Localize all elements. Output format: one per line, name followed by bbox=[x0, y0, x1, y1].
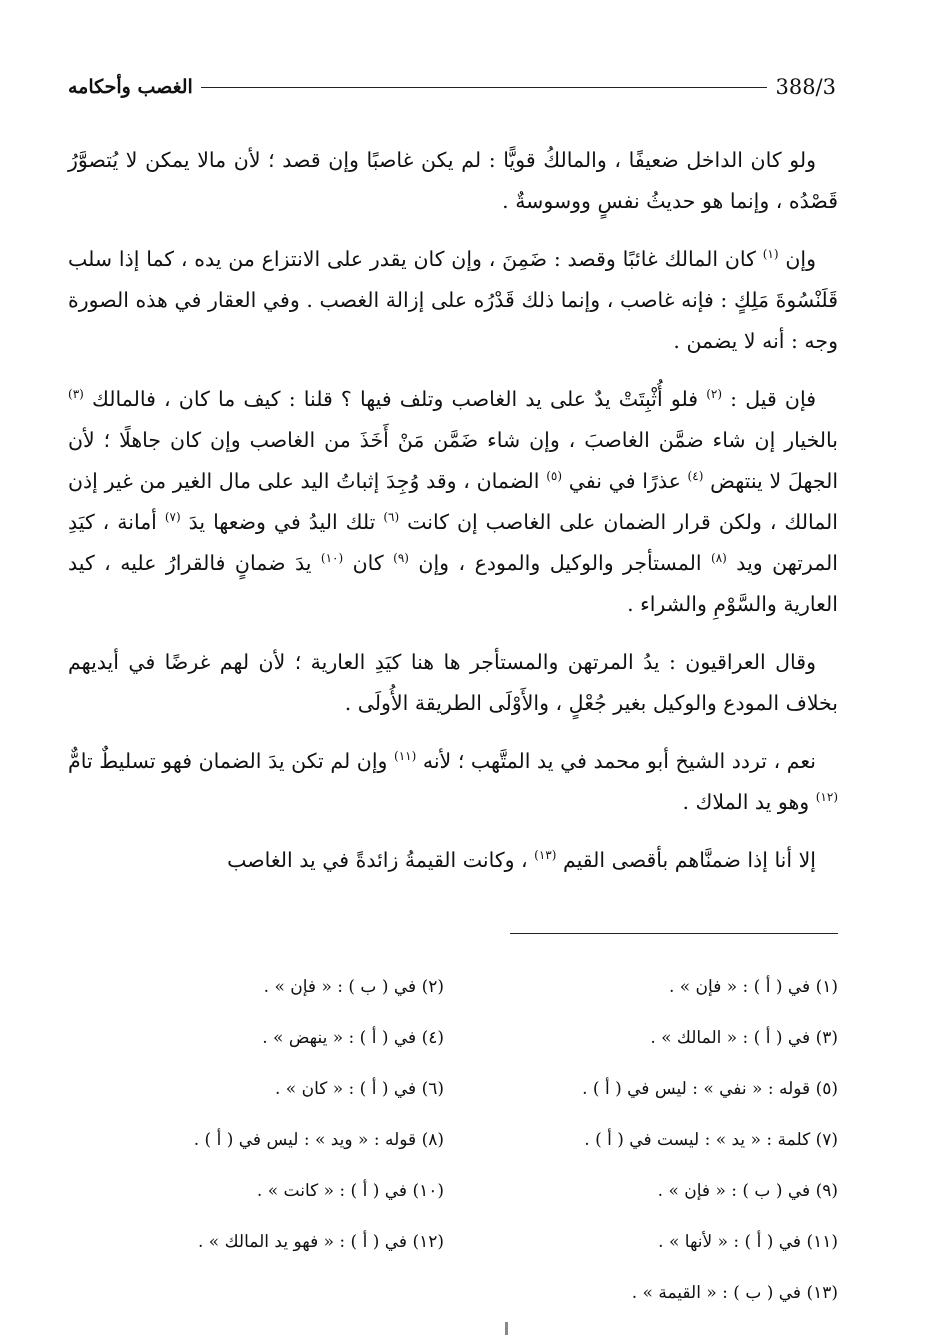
paragraph-text: عذرًا في نفي bbox=[562, 469, 688, 493]
running-header bbox=[68, 72, 836, 102]
paragraph-text: وإن لم تكن يدَ الضمان فهو تسليطٌ تامٌّ bbox=[68, 749, 395, 773]
footnote: (١٠) في ( أ ) : « كانت » . bbox=[256, 1181, 444, 1201]
footnote-ref: (١١) bbox=[394, 749, 417, 764]
paragraph-text: ، وكانت القيمةُ زائدةً في يد الغاصب bbox=[227, 848, 535, 872]
footnote-ref: (٨) bbox=[711, 551, 727, 566]
footnote-ref: (٧) bbox=[164, 510, 181, 525]
paragraph-text: إلا أنا إذا ضمنَّاهم بأقصى القيم bbox=[556, 848, 816, 872]
paragraph-text: وإن bbox=[778, 247, 816, 271]
footnote: (٦) في ( أ ) : « كان » . bbox=[274, 1079, 444, 1099]
paragraph-text: بالخيار إن شاء ضمَّن الغاصبَ ، وإن شاء ضَمَّن مَنْ أَخَذَ من الغاصب وإن كان جاهلًا ؛ لأن الجهلَ لا ينتهض bbox=[68, 428, 839, 493]
paragraph bbox=[68, 840, 838, 881]
binding-mark bbox=[505, 1322, 508, 1335]
paragraph bbox=[68, 741, 838, 823]
paragraph-text: فإن قيل : bbox=[722, 387, 816, 411]
footnote: (١٢) في ( أ ) : « فهو يد المالك » . bbox=[197, 1232, 444, 1252]
paragraph-text: وهو يد الملاك . bbox=[682, 790, 816, 814]
footnotes bbox=[80, 962, 838, 1319]
paragraph-text: كان bbox=[343, 551, 394, 575]
paragraph bbox=[68, 642, 838, 724]
footnote: (١٣) في ( ب ) : « القيمة » . bbox=[631, 1283, 838, 1303]
paragraph bbox=[68, 239, 838, 362]
footnote-ref: (١٢) bbox=[815, 790, 838, 805]
chapter-title: الغصب وأحكامه bbox=[68, 76, 193, 98]
main-text bbox=[68, 140, 838, 898]
paragraph bbox=[68, 140, 838, 222]
footnote: (٨) قوله : « ويد » : ليس في ( أ ) . bbox=[193, 1130, 444, 1150]
footnote: (٤) في ( أ ) : « ينهض » . bbox=[262, 1028, 444, 1048]
header-rule bbox=[201, 87, 768, 88]
paragraph-text: المستأجر والوكيل والمودع ، وإن bbox=[408, 551, 712, 575]
footnote-ref: (١٠) bbox=[320, 551, 344, 566]
footnote: (٢) في ( ب ) : « فإن » . bbox=[263, 977, 444, 997]
paragraph-text: تلك اليدُ في وضعها يدَ bbox=[180, 510, 384, 534]
footnote-ref: (٦) bbox=[383, 510, 400, 525]
footnote-ref: (١) bbox=[762, 247, 779, 262]
footnote: (١) في ( أ ) : « فإن » . bbox=[668, 977, 838, 997]
paragraph bbox=[68, 379, 838, 625]
footnote-ref: (٣) bbox=[68, 387, 84, 402]
paragraph-text: كان المالك غائبًا وقصد : ضَمِنَ ، وإن كان يقدر على الانتزاع من يده ، كما إذا سلب قَلَنْسُوةَ مَلِكٍ : فإنه غاصب ، وإنما ذلك قَدْرُه على إزالة الغصب . وفي العقار في هذه الصورة وجه : أنه لا يضمن . bbox=[68, 247, 838, 353]
paragraph-text: ولو كان الداخل ضعيفًا ، والمالكُ قويًّا : لم يكن غاصبًا وإن قصد ؛ لأن مالا يمكن لا يُتصوَّرُ قَصْدُه ، وإنما هو حديثُ نفسٍ ووسوسةٌ . bbox=[68, 148, 838, 213]
footnote: (٣) في ( أ ) : « المالك » . bbox=[650, 1028, 838, 1048]
paragraph-text: نعم ، تردد الشيخ أبو محمد في يد المتَّهب ؛ لأنه bbox=[416, 749, 816, 773]
footnote-ref: (٢) bbox=[706, 387, 723, 402]
page-number: 388/3 bbox=[775, 75, 836, 99]
footnote: (٧) كلمة : « يد » : ليست في ( أ ) . bbox=[584, 1130, 838, 1150]
paragraph-text: وقال العراقيون : يدُ المرتهن والمستأجر ها هنا كيَدِ العارية ؛ لأن لهم غرضًا في أيديهم بخلاف المودع والوكيل بغير جُعْلٍ ، والأَوْلَى الطريقة الأُولَى . bbox=[68, 650, 838, 715]
paragraph-text: يدَ ضمانٍ فالقرارُ عليه ، كيد العارية والسَّوْمِ والشراء . bbox=[68, 551, 838, 616]
footnote-ref: (١٣) bbox=[534, 848, 557, 863]
paragraph-text: أمانة ، كيَدِ المرتهن ويد bbox=[68, 510, 838, 575]
footnote-ref: (٥) bbox=[546, 469, 563, 484]
footnote-ref: (٩) bbox=[393, 551, 409, 566]
footnote: (٩) في ( ب ) : « فإن » . bbox=[657, 1181, 838, 1201]
footnote-ref: (٤) bbox=[687, 469, 704, 484]
paragraph-text: الضمان ، وقد وُجِدَ إثباتُ اليد على مال الغير من غير إذن المالك ، ولكن قرار الضمان على الغاصب إن كانت bbox=[68, 469, 838, 534]
footnote: (٥) قوله : « نفي » : ليس في ( أ ) . bbox=[582, 1079, 838, 1099]
footnote-separator bbox=[510, 933, 838, 934]
footnote: (١١) في ( أ ) : « لأنها » . bbox=[658, 1232, 838, 1252]
paragraph-text: فلو أُثْبِتَتْ يدٌ على يد الغاصب وتلف فيها ؟ قلنا : كيف ما كان ، فالمالك bbox=[83, 387, 707, 411]
